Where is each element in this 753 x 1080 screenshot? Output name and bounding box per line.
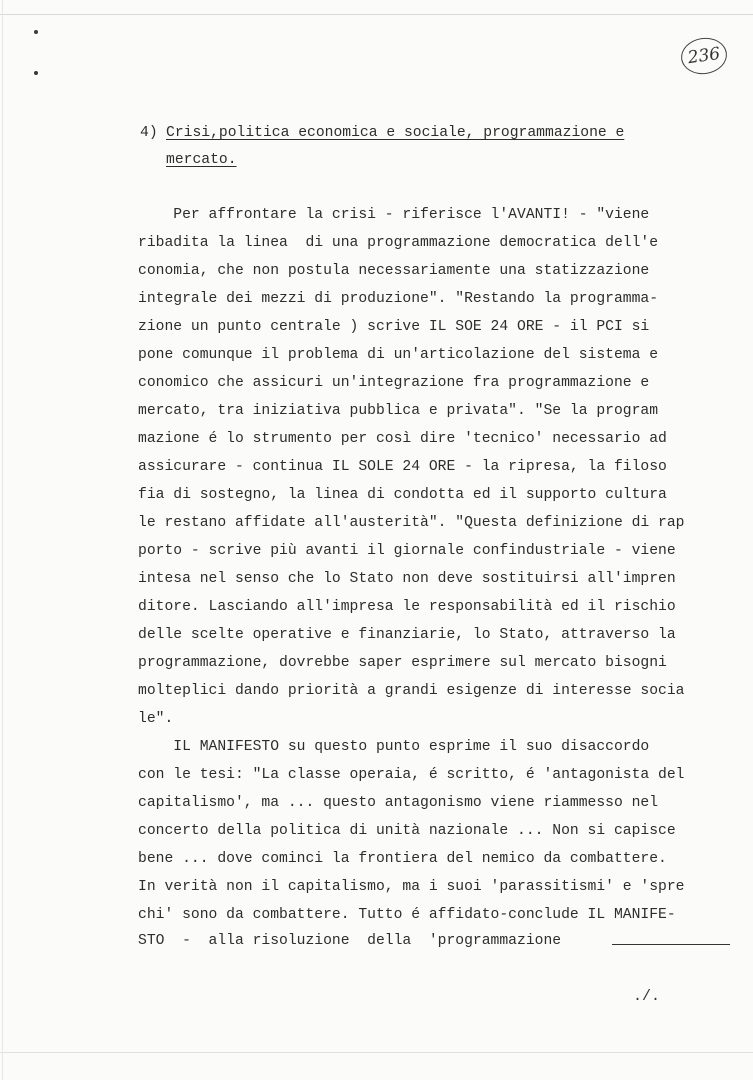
body-line: assicurare - continua IL SOLE 24 ORE - la ripresa, la filoso	[138, 459, 667, 475]
heading-title-line-2: mercato.	[166, 152, 237, 168]
heading-title-line-1: Crisi,politica economica e sociale, programmazione e	[166, 125, 625, 141]
body-line: Per affrontare la crisi - riferisce l'AVANTI! - "viene	[138, 207, 650, 223]
body-line: STO - alla risoluzione della 'programmazione	[138, 933, 562, 949]
body-line: molteplici dando priorità a grandi esigenze di interesse socia	[138, 683, 685, 699]
body-line: le".	[138, 711, 174, 727]
body-line: fia di sostegno, la linea di condotta ed il supporto cultura	[138, 487, 667, 503]
body-line: ribadita la linea di una programmazione democratica dell'e	[138, 235, 659, 251]
heading-number: 4)	[140, 125, 158, 141]
body-line: le restano affidate all'austerità". "Questa definizione di rap	[138, 515, 685, 531]
page-number-stamp: 236	[679, 35, 730, 77]
body-line: ditore. Lasciando all'impresa le responsabilità ed il rischio	[138, 599, 676, 615]
body-line: zione un punto centrale ) scrive IL SOE 24 ORE - il PCI si	[138, 319, 650, 335]
body-line: chi' sono da combattere. Tutto é affidato-conclude IL MANIFE-	[138, 907, 676, 923]
body-line: con le tesi: "La classe operaia, é scritto, é 'antagonista del	[138, 767, 685, 783]
body-line: integrale dei mezzi di produzione". "Restando la programma-	[138, 291, 659, 307]
body-line: conomia, che non postula necessariamente una statizzazione	[138, 263, 650, 279]
continuation-mark: ./.	[633, 988, 661, 1005]
body-line: mazione é lo strumento per così dire 'tecnico' necessario ad	[138, 431, 667, 447]
body-line: capitalismo', ma ... questo antagonismo viene riammesso nel	[138, 795, 659, 811]
body-line: intesa nel senso che lo Stato non deve sostituirsi all'impren	[138, 571, 676, 587]
body-line: concerto della politica di unità nazionale ... Non si capisce	[138, 823, 676, 839]
body-line: delle scelte operative e finanziarie, lo Stato, attraverso la	[138, 627, 676, 643]
continuation-rule	[612, 944, 730, 945]
page-top-edge	[0, 14, 753, 15]
page-left-edge	[2, 0, 3, 1080]
body-line: mercato, tra iniziativa pubblica e privata". "Se la program	[138, 403, 659, 419]
page-bottom-edge	[0, 1052, 753, 1053]
punch-hole-mark	[34, 71, 38, 75]
body-line: bene ... dove cominci la frontiera del nemico da combattere.	[138, 851, 667, 867]
body-line: pone comunque il problema di un'articolazione del sistema e	[138, 347, 659, 363]
body-line: porto - scrive più avanti il giornale confindustriale - viene	[138, 543, 676, 559]
punch-hole-mark	[34, 30, 38, 34]
body-line: In verità non il capitalismo, ma i suoi 'parassitismi' e 'spre	[138, 879, 685, 895]
body-line: IL MANIFESTO su questo punto esprime il suo disaccordo	[138, 739, 650, 755]
body-line: programmazione, dovrebbe saper esprimere sul mercato bisogni	[138, 655, 667, 671]
body-line: conomico che assicuri un'integrazione fra programmazione e	[138, 375, 650, 391]
